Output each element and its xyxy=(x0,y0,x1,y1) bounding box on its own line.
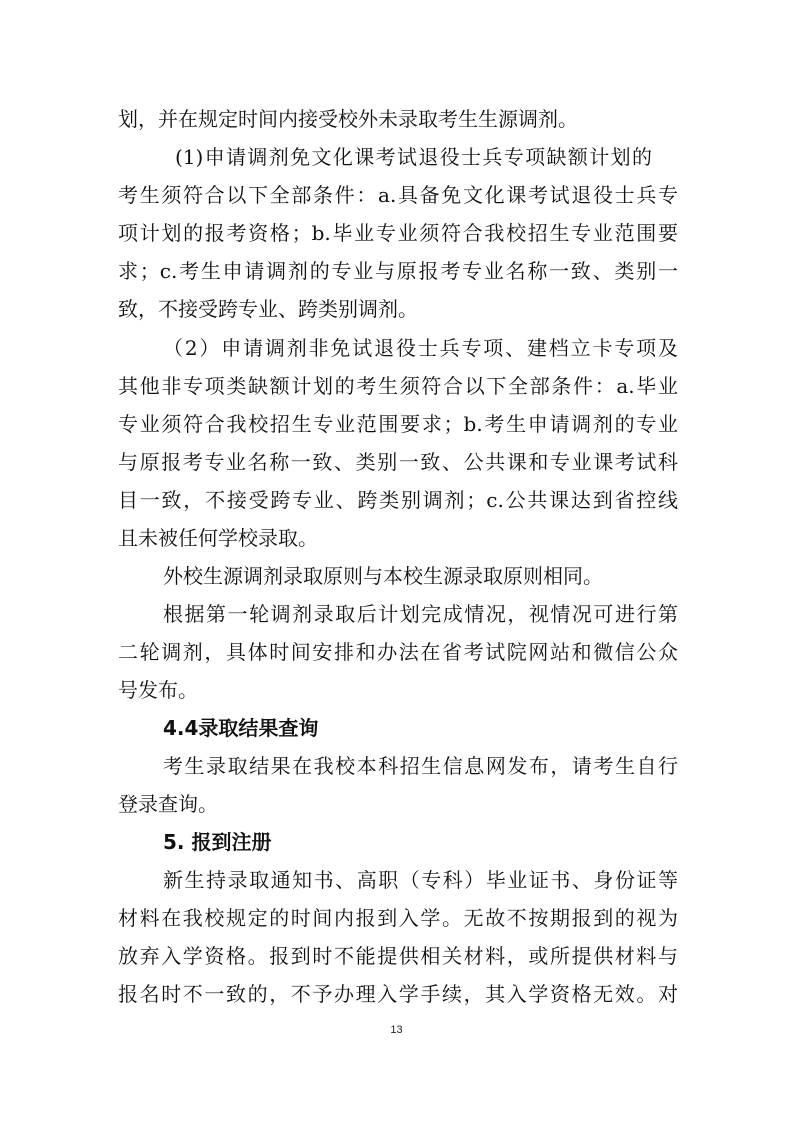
text-line: 放弃入学资格。报到时不能提供相关材料，或所提供材料与 xyxy=(118,944,678,968)
text-line: 致，不接受跨专业、跨类别调剂。 xyxy=(118,297,418,321)
text-line: 根据第一轮调剂录取后计划完成情况，视情况可进行第 xyxy=(163,602,678,626)
text-line: 材料在我校规定的时间内报到入学。无故不按期报到的视为 xyxy=(118,906,678,930)
text-line: 与原报考专业名称一致、类别一致、公共课和专业课考试科 xyxy=(118,450,678,474)
text-line: 考生录取结果在我校本科招生信息网发布，请考生自行 xyxy=(163,754,678,778)
text-line: 且未被任何学校录取。 xyxy=(118,526,318,550)
text-line: 专业须符合我校招生专业范围要求；b.考生申请调剂的专业 xyxy=(118,412,678,436)
text-line: 新生持录取通知书、高职（专科）毕业证书、身份证等 xyxy=(163,868,678,892)
text-line: (1)申请调剂免文化课考试退役士兵专项缺额计划的 xyxy=(175,145,652,169)
text-line: 号发布。 xyxy=(118,678,198,702)
section-heading: 5. 报到注册 xyxy=(163,830,272,854)
text-line: 外校生源调剂录取原则与本校生源录取原则相同。 xyxy=(163,564,603,588)
text-line: 其他非专项类缺额计划的考生须符合以下全部条件：a.毕业 xyxy=(118,374,678,398)
text-line: 划，并在规定时间内接受校外未录取考生生源调剂。 xyxy=(118,107,578,131)
text-line: 目一致，不接受跨专业、跨类别调剂；c.公共课达到省控线 xyxy=(118,488,678,512)
text-line: 考生须符合以下全部条件：a.具备免文化课考试退役士兵专 xyxy=(118,183,678,207)
text-line: 登录查询。 xyxy=(118,792,218,816)
text-line: 二轮调剂，具体时间安排和办法在省考试院网站和微信公众 xyxy=(118,640,678,664)
page-number: 13 xyxy=(390,1024,403,1036)
section-heading: 4.4录取结果查询 xyxy=(163,716,319,740)
text-line: （2）申请调剂非免试退役士兵专项、建档立卡专项及 xyxy=(163,336,678,360)
text-line: 项计划的报考资格；b.毕业专业须符合我校招生专业范围要 xyxy=(118,221,678,245)
text-line: 报名时不一致的，不予办理入学手续，其入学资格无效。对 xyxy=(118,982,678,1006)
text-line: 求；c.考生申请调剂的专业与原报考专业名称一致、类别一 xyxy=(118,259,678,283)
